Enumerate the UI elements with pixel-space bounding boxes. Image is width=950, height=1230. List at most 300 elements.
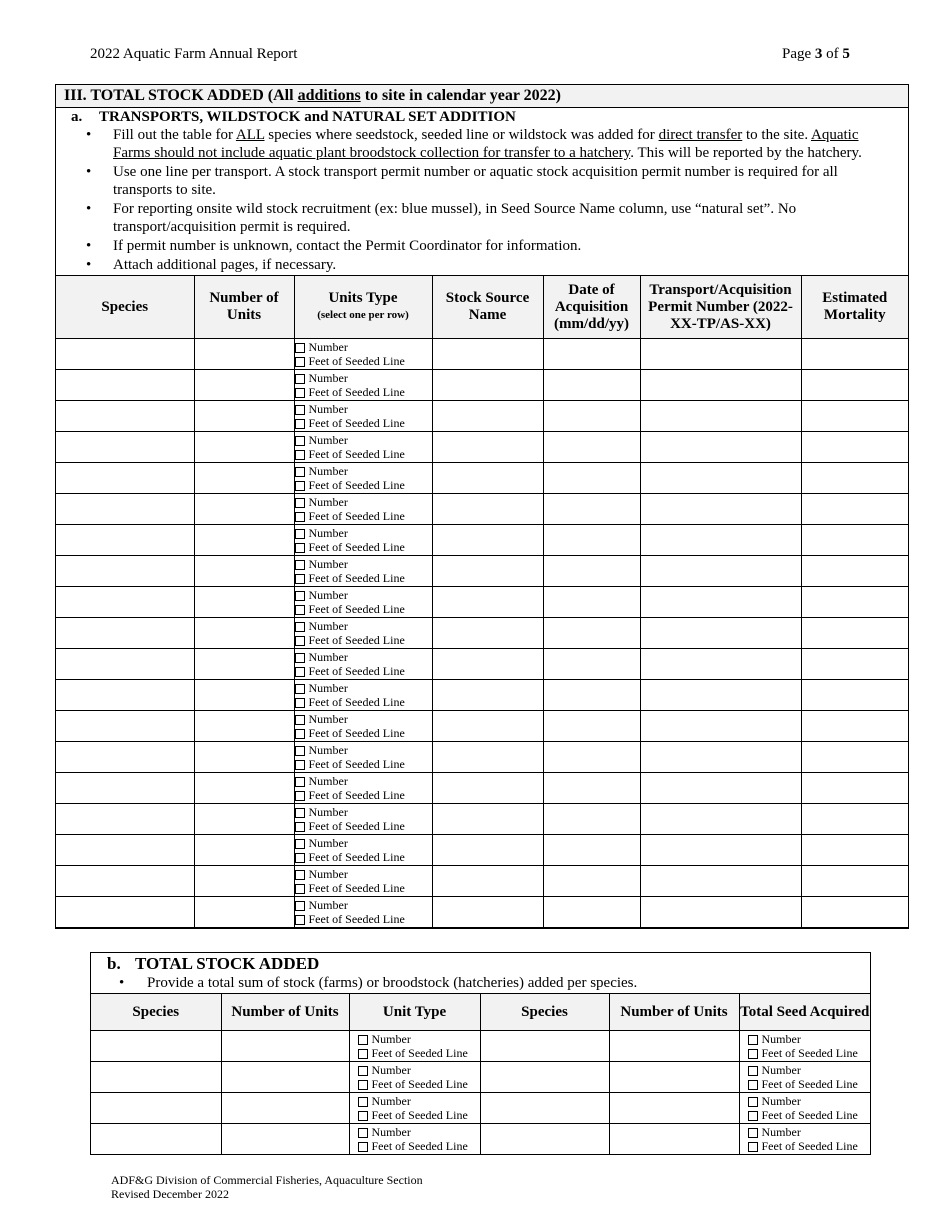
- section-b-heading: b. TOTAL STOCK ADDED: [107, 954, 320, 973]
- stock-source-cell[interactable]: [432, 587, 543, 618]
- species-2-cell[interactable]: [480, 1031, 609, 1062]
- date-of-acquisition-cell[interactable]: [543, 835, 640, 866]
- instructions-list: [56, 126, 908, 274]
- species-cell[interactable]: [56, 804, 194, 835]
- option-label: Feet of Seeded Line: [761, 1139, 858, 1153]
- feet-of-seeded-line-option: [358, 1139, 480, 1153]
- stock-source-cell[interactable]: [432, 618, 543, 649]
- estimated-mortality-cell[interactable]: [801, 773, 908, 804]
- number-checkbox[interactable]: [295, 622, 305, 632]
- unit-type-options: [349, 1031, 480, 1062]
- permit-number-cell[interactable]: [640, 711, 801, 742]
- feet-of-seeded-line-option: [748, 1046, 871, 1060]
- option-label: Feet of Seeded Line: [308, 602, 405, 616]
- number-checkbox[interactable]: [358, 1128, 368, 1138]
- col-stock-source-name: Stock Source Name: [432, 276, 543, 339]
- number-option: [295, 371, 432, 385]
- number-option: [748, 1032, 871, 1046]
- feet-of-seeded-line-option: [295, 819, 432, 833]
- table-row: [56, 866, 908, 897]
- date-of-acquisition-cell[interactable]: [543, 742, 640, 773]
- number-option: [295, 867, 432, 881]
- option-label: Feet of Seeded Line: [308, 509, 405, 523]
- number-of-units-cell[interactable]: [221, 1062, 349, 1093]
- unit-type-options: [294, 556, 432, 587]
- table-row: [56, 897, 908, 928]
- feet-of-seeded-line-checkbox[interactable]: [358, 1049, 368, 1059]
- feet-of-seeded-line-checkbox[interactable]: [295, 822, 305, 832]
- number-checkbox[interactable]: [358, 1035, 368, 1045]
- number-of-units-cell[interactable]: [221, 1093, 349, 1124]
- species-cell[interactable]: [56, 742, 194, 773]
- number-checkbox[interactable]: [295, 498, 305, 508]
- estimated-mortality-cell[interactable]: [801, 587, 908, 618]
- species-2-cell[interactable]: [480, 1093, 609, 1124]
- number-checkbox[interactable]: [748, 1066, 758, 1076]
- total-stock-table: [91, 993, 870, 1154]
- number-of-units-cell[interactable]: [194, 742, 294, 773]
- number-checkbox[interactable]: [295, 684, 305, 694]
- species-cell[interactable]: [56, 556, 194, 587]
- option-label: Feet of Seeded Line: [308, 881, 405, 895]
- number-checkbox[interactable]: [295, 343, 305, 353]
- estimated-mortality-cell[interactable]: [801, 649, 908, 680]
- feet-of-seeded-line-checkbox[interactable]: [295, 698, 305, 708]
- number-option: [295, 898, 432, 912]
- number-of-units-cell[interactable]: [194, 370, 294, 401]
- number-option: [358, 1063, 480, 1077]
- number-of-units-cell[interactable]: [194, 525, 294, 556]
- feet-of-seeded-line-checkbox[interactable]: [358, 1080, 368, 1090]
- option-label: Number: [308, 588, 348, 602]
- species-cell[interactable]: [56, 649, 194, 680]
- table-row: [91, 1093, 870, 1124]
- species-cell[interactable]: [91, 1062, 221, 1093]
- permit-number-cell[interactable]: [640, 835, 801, 866]
- table-row: [56, 401, 908, 432]
- feet-of-seeded-line-checkbox[interactable]: [295, 636, 305, 646]
- feet-of-seeded-line-checkbox[interactable]: [295, 574, 305, 584]
- number-of-units-cell[interactable]: [194, 401, 294, 432]
- report-title: 2022 Aquatic Farm Annual Report: [90, 46, 298, 62]
- species-cell[interactable]: [56, 494, 194, 525]
- number-checkbox[interactable]: [295, 591, 305, 601]
- stock-source-cell[interactable]: [432, 432, 543, 463]
- stock-source-cell[interactable]: [432, 525, 543, 556]
- unit-type-options: [294, 432, 432, 463]
- date-of-acquisition-cell[interactable]: [543, 773, 640, 804]
- unit-type-options: [739, 1031, 870, 1062]
- option-label: Feet of Seeded Line: [371, 1077, 468, 1091]
- number-of-units-cell[interactable]: [194, 618, 294, 649]
- number-checkbox[interactable]: [295, 870, 305, 880]
- option-label: Number: [308, 867, 348, 881]
- option-label: Number: [308, 743, 348, 757]
- table-row: [56, 494, 908, 525]
- permit-number-cell[interactable]: [640, 401, 801, 432]
- date-of-acquisition-cell[interactable]: [543, 525, 640, 556]
- number-option: [748, 1094, 871, 1108]
- table-row: [91, 1124, 870, 1155]
- number-of-units-cell[interactable]: [194, 680, 294, 711]
- date-of-acquisition-cell[interactable]: [543, 339, 640, 370]
- col-estimated-mortality: Estimated Mortality: [801, 276, 908, 339]
- table-row: [56, 339, 908, 370]
- number-option: [295, 743, 432, 757]
- number-of-units-cell[interactable]: [194, 432, 294, 463]
- option-label: Feet of Seeded Line: [308, 664, 405, 678]
- estimated-mortality-cell[interactable]: [801, 835, 908, 866]
- number-of-units-cell[interactable]: [194, 711, 294, 742]
- permit-number-cell[interactable]: [640, 618, 801, 649]
- estimated-mortality-cell[interactable]: [801, 866, 908, 897]
- option-label: Feet of Seeded Line: [371, 1139, 468, 1153]
- option-label: Feet of Seeded Line: [371, 1108, 468, 1122]
- option-label: Number: [308, 681, 348, 695]
- stock-source-cell[interactable]: [432, 494, 543, 525]
- section-total-stock-added: [55, 84, 909, 929]
- estimated-mortality-cell[interactable]: [801, 370, 908, 401]
- footer: ADF&G Division of Commercial Fisheries, Aquaculture Section Revised December 2022: [111, 1173, 423, 1201]
- number-of-units-cell[interactable]: [194, 556, 294, 587]
- col-unit-type: Unit Type: [349, 994, 480, 1031]
- instruction-4: • If permit number is unknown, contact the Permit Coordinator for information.: [113, 237, 908, 255]
- unit-type-options: [294, 866, 432, 897]
- stock-source-cell[interactable]: [432, 680, 543, 711]
- date-of-acquisition-cell[interactable]: [543, 463, 640, 494]
- unit-type-options: [294, 463, 432, 494]
- estimated-mortality-cell[interactable]: [801, 494, 908, 525]
- unit-type-options: [294, 773, 432, 804]
- number-checkbox[interactable]: [295, 405, 305, 415]
- number-option: [295, 836, 432, 850]
- option-label: Feet of Seeded Line: [308, 819, 405, 833]
- option-label: Number: [371, 1032, 411, 1046]
- number-of-units-cell[interactable]: [194, 866, 294, 897]
- estimated-mortality-cell[interactable]: [801, 401, 908, 432]
- feet-of-seeded-line-option: [295, 695, 432, 709]
- table-row: [56, 463, 908, 494]
- feet-of-seeded-line-checkbox[interactable]: [358, 1142, 368, 1152]
- option-label: Number: [308, 495, 348, 509]
- feet-of-seeded-line-checkbox[interactable]: [295, 915, 305, 925]
- date-of-acquisition-cell[interactable]: [543, 370, 640, 401]
- feet-of-seeded-line-checkbox[interactable]: [295, 450, 305, 460]
- feet-of-seeded-line-checkbox[interactable]: [748, 1049, 758, 1059]
- section-title: III. TOTAL STOCK ADDED (All additions to site in calendar year 2022): [56, 85, 908, 108]
- species-2-cell[interactable]: [480, 1062, 609, 1093]
- stock-source-cell[interactable]: [432, 463, 543, 494]
- stock-source-cell[interactable]: [432, 401, 543, 432]
- number-checkbox[interactable]: [295, 715, 305, 725]
- option-label: Feet of Seeded Line: [308, 850, 405, 864]
- number-of-units-cell[interactable]: [194, 649, 294, 680]
- unit-type-options: [294, 494, 432, 525]
- number-option: [295, 681, 432, 695]
- permit-number-cell[interactable]: [640, 556, 801, 587]
- feet-of-seeded-line-checkbox[interactable]: [295, 791, 305, 801]
- stock-source-cell[interactable]: [432, 804, 543, 835]
- col-number-of-units-2: Number of Units: [609, 994, 739, 1031]
- permit-number-cell[interactable]: [640, 463, 801, 494]
- number-checkbox[interactable]: [748, 1128, 758, 1138]
- feet-of-seeded-line-checkbox[interactable]: [295, 605, 305, 615]
- option-label: Feet of Seeded Line: [761, 1046, 858, 1060]
- permit-number-cell[interactable]: [640, 339, 801, 370]
- subsection-a-heading: a. TRANSPORTS, WILDSTOCK and NATURAL SET ADDITION: [71, 109, 516, 125]
- species-cell[interactable]: [56, 370, 194, 401]
- number-checkbox[interactable]: [295, 839, 305, 849]
- option-label: Number: [308, 526, 348, 540]
- estimated-mortality-cell[interactable]: [801, 463, 908, 494]
- date-of-acquisition-cell[interactable]: [543, 618, 640, 649]
- date-of-acquisition-cell[interactable]: [543, 587, 640, 618]
- col-species: Species: [56, 276, 194, 339]
- number-checkbox[interactable]: [295, 560, 305, 570]
- date-of-acquisition-cell[interactable]: [543, 711, 640, 742]
- number-checkbox[interactable]: [748, 1035, 758, 1045]
- estimated-mortality-cell[interactable]: [801, 556, 908, 587]
- feet-of-seeded-line-checkbox[interactable]: [295, 543, 305, 553]
- date-of-acquisition-cell[interactable]: [543, 649, 640, 680]
- option-label: Number: [308, 836, 348, 850]
- feet-of-seeded-line-option: [295, 354, 432, 368]
- permit-number-cell[interactable]: [640, 587, 801, 618]
- number-option: [295, 774, 432, 788]
- section-b-instruction: • Provide a total sum of stock (farms) or broodstock (hatcheries) added per species.: [91, 974, 870, 993]
- unit-type-options: [294, 525, 432, 556]
- number-checkbox[interactable]: [358, 1066, 368, 1076]
- number-of-units-cell[interactable]: [194, 339, 294, 370]
- stock-source-cell[interactable]: [432, 556, 543, 587]
- col-species-2: Species: [480, 994, 609, 1031]
- feet-of-seeded-line-option: [295, 416, 432, 430]
- date-of-acquisition-cell[interactable]: [543, 866, 640, 897]
- species-cell[interactable]: [56, 711, 194, 742]
- feet-of-seeded-line-checkbox[interactable]: [295, 512, 305, 522]
- estimated-mortality-cell[interactable]: [801, 618, 908, 649]
- feet-of-seeded-line-option: [295, 726, 432, 740]
- option-label: Number: [371, 1094, 411, 1108]
- stock-source-cell[interactable]: [432, 866, 543, 897]
- number-checkbox[interactable]: [295, 777, 305, 787]
- species-cell[interactable]: [91, 1124, 221, 1155]
- number-checkbox[interactable]: [295, 653, 305, 663]
- number-of-units-cell[interactable]: [194, 804, 294, 835]
- feet-of-seeded-line-checkbox[interactable]: [295, 667, 305, 677]
- permit-number-cell[interactable]: [640, 680, 801, 711]
- number-of-units-cell[interactable]: [194, 494, 294, 525]
- table-row: [56, 773, 908, 804]
- feet-of-seeded-line-option: [748, 1077, 871, 1091]
- col-units-type: Units Type (select one per row): [294, 276, 432, 339]
- estimated-mortality-cell[interactable]: [801, 804, 908, 835]
- feet-of-seeded-line-checkbox[interactable]: [358, 1111, 368, 1121]
- feet-of-seeded-line-checkbox[interactable]: [748, 1080, 758, 1090]
- option-label: Number: [371, 1125, 411, 1139]
- option-label: Number: [308, 712, 348, 726]
- estimated-mortality-cell[interactable]: [801, 339, 908, 370]
- estimated-mortality-cell[interactable]: [801, 680, 908, 711]
- table-row: [56, 711, 908, 742]
- stock-source-cell[interactable]: [432, 649, 543, 680]
- date-of-acquisition-cell[interactable]: [543, 494, 640, 525]
- permit-number-cell[interactable]: [640, 742, 801, 773]
- estimated-mortality-cell[interactable]: [801, 711, 908, 742]
- feet-of-seeded-line-option: [295, 509, 432, 523]
- species-cell[interactable]: [56, 432, 194, 463]
- option-label: Number: [761, 1125, 801, 1139]
- number-checkbox[interactable]: [295, 436, 305, 446]
- stock-source-cell[interactable]: [432, 773, 543, 804]
- unit-type-options: [294, 680, 432, 711]
- permit-number-cell[interactable]: [640, 897, 801, 928]
- stock-source-cell[interactable]: [432, 370, 543, 401]
- option-label: Feet of Seeded Line: [308, 385, 405, 399]
- number-of-units-cell[interactable]: [194, 835, 294, 866]
- stock-source-cell[interactable]: [432, 711, 543, 742]
- number-option: [295, 433, 432, 447]
- species-cell[interactable]: [56, 525, 194, 556]
- feet-of-seeded-line-checkbox[interactable]: [295, 729, 305, 739]
- species-cell[interactable]: [56, 618, 194, 649]
- col-number-of-units: Number of Units: [221, 994, 349, 1031]
- option-label: Number: [371, 1063, 411, 1077]
- feet-of-seeded-line-option: [295, 478, 432, 492]
- species-cell[interactable]: [56, 463, 194, 494]
- number-of-units-2-cell[interactable]: [609, 1124, 739, 1155]
- option-label: Number: [308, 898, 348, 912]
- date-of-acquisition-cell[interactable]: [543, 680, 640, 711]
- number-checkbox[interactable]: [295, 746, 305, 756]
- number-of-units-2-cell[interactable]: [609, 1062, 739, 1093]
- date-of-acquisition-cell[interactable]: [543, 556, 640, 587]
- species-cell[interactable]: [91, 1031, 221, 1062]
- option-label: Feet of Seeded Line: [761, 1108, 858, 1122]
- stock-source-cell[interactable]: [432, 339, 543, 370]
- number-checkbox[interactable]: [295, 808, 305, 818]
- stock-source-cell[interactable]: [432, 835, 543, 866]
- number-option: [295, 526, 432, 540]
- unit-type-options: [739, 1093, 870, 1124]
- feet-of-seeded-line-checkbox[interactable]: [295, 357, 305, 367]
- estimated-mortality-cell[interactable]: [801, 432, 908, 463]
- species-cell[interactable]: [56, 587, 194, 618]
- date-of-acquisition-cell[interactable]: [543, 897, 640, 928]
- species-cell[interactable]: [56, 773, 194, 804]
- feet-of-seeded-line-option: [295, 788, 432, 802]
- species-2-cell[interactable]: [480, 1124, 609, 1155]
- species-cell[interactable]: [56, 835, 194, 866]
- unit-type-options: [349, 1124, 480, 1155]
- number-checkbox[interactable]: [295, 901, 305, 911]
- table-row: [56, 432, 908, 463]
- feet-of-seeded-line-option: [295, 850, 432, 864]
- number-of-units-cell[interactable]: [221, 1031, 349, 1062]
- number-of-units-cell[interactable]: [194, 587, 294, 618]
- table-row: [91, 1031, 870, 1062]
- option-label: Feet of Seeded Line: [308, 478, 405, 492]
- permit-number-cell[interactable]: [640, 649, 801, 680]
- option-label: Feet of Seeded Line: [308, 571, 405, 585]
- feet-of-seeded-line-option: [295, 602, 432, 616]
- species-cell[interactable]: [56, 339, 194, 370]
- option-label: Feet of Seeded Line: [308, 447, 405, 461]
- estimated-mortality-cell[interactable]: [801, 525, 908, 556]
- feet-of-seeded-line-checkbox[interactable]: [295, 481, 305, 491]
- date-of-acquisition-cell[interactable]: [543, 432, 640, 463]
- col-date-of-acquisition: Date of Acquisition (mm/dd/yy): [543, 276, 640, 339]
- permit-number-cell[interactable]: [640, 773, 801, 804]
- feet-of-seeded-line-checkbox[interactable]: [295, 884, 305, 894]
- species-cell[interactable]: [56, 866, 194, 897]
- number-of-units-2-cell[interactable]: [609, 1093, 739, 1124]
- permit-number-cell[interactable]: [640, 494, 801, 525]
- number-of-units-cell[interactable]: [194, 463, 294, 494]
- species-cell[interactable]: [56, 680, 194, 711]
- number-checkbox[interactable]: [295, 529, 305, 539]
- permit-number-cell[interactable]: [640, 370, 801, 401]
- permit-number-cell[interactable]: [640, 866, 801, 897]
- number-of-units-cell[interactable]: [221, 1124, 349, 1155]
- unit-type-options: [294, 339, 432, 370]
- col-permit-number: Transport/Acquisition Permit Number (2022-XX-TP/AS-XX): [640, 276, 801, 339]
- unit-type-options: [294, 401, 432, 432]
- number-of-units-cell[interactable]: [194, 897, 294, 928]
- number-of-units-cell[interactable]: [194, 773, 294, 804]
- feet-of-seeded-line-checkbox[interactable]: [295, 760, 305, 770]
- date-of-acquisition-cell[interactable]: [543, 401, 640, 432]
- unit-type-options: [294, 804, 432, 835]
- option-label: Feet of Seeded Line: [308, 633, 405, 647]
- feet-of-seeded-line-checkbox[interactable]: [295, 388, 305, 398]
- feet-of-seeded-line-checkbox[interactable]: [295, 853, 305, 863]
- number-checkbox[interactable]: [748, 1097, 758, 1107]
- permit-number-cell[interactable]: [640, 525, 801, 556]
- permit-number-cell[interactable]: [640, 804, 801, 835]
- number-checkbox[interactable]: [358, 1097, 368, 1107]
- stock-source-cell[interactable]: [432, 897, 543, 928]
- table-row: [56, 587, 908, 618]
- stock-source-cell[interactable]: [432, 742, 543, 773]
- species-cell[interactable]: [56, 401, 194, 432]
- option-label: Number: [761, 1032, 801, 1046]
- feet-of-seeded-line-checkbox[interactable]: [295, 419, 305, 429]
- species-cell[interactable]: [56, 897, 194, 928]
- number-checkbox[interactable]: [295, 374, 305, 384]
- instruction-5: • Attach additional pages, if necessary.: [113, 256, 908, 274]
- species-cell[interactable]: [91, 1093, 221, 1124]
- feet-of-seeded-line-checkbox[interactable]: [748, 1111, 758, 1121]
- number-option: [295, 402, 432, 416]
- feet-of-seeded-line-checkbox[interactable]: [748, 1142, 758, 1152]
- unit-type-options: [739, 1124, 870, 1155]
- number-option: [295, 557, 432, 571]
- option-label: Number: [308, 433, 348, 447]
- date-of-acquisition-cell[interactable]: [543, 804, 640, 835]
- table-row: [56, 370, 908, 401]
- permit-number-cell[interactable]: [640, 432, 801, 463]
- number-option: [295, 650, 432, 664]
- number-of-units-2-cell[interactable]: [609, 1031, 739, 1062]
- section-b-total-stock: [90, 952, 871, 1155]
- number-option: [358, 1094, 480, 1108]
- estimated-mortality-cell[interactable]: [801, 742, 908, 773]
- estimated-mortality-cell[interactable]: [801, 897, 908, 928]
- option-label: Feet of Seeded Line: [308, 695, 405, 709]
- col-total-seed-acquired: Total Seed Acquired: [739, 994, 870, 1031]
- number-checkbox[interactable]: [295, 467, 305, 477]
